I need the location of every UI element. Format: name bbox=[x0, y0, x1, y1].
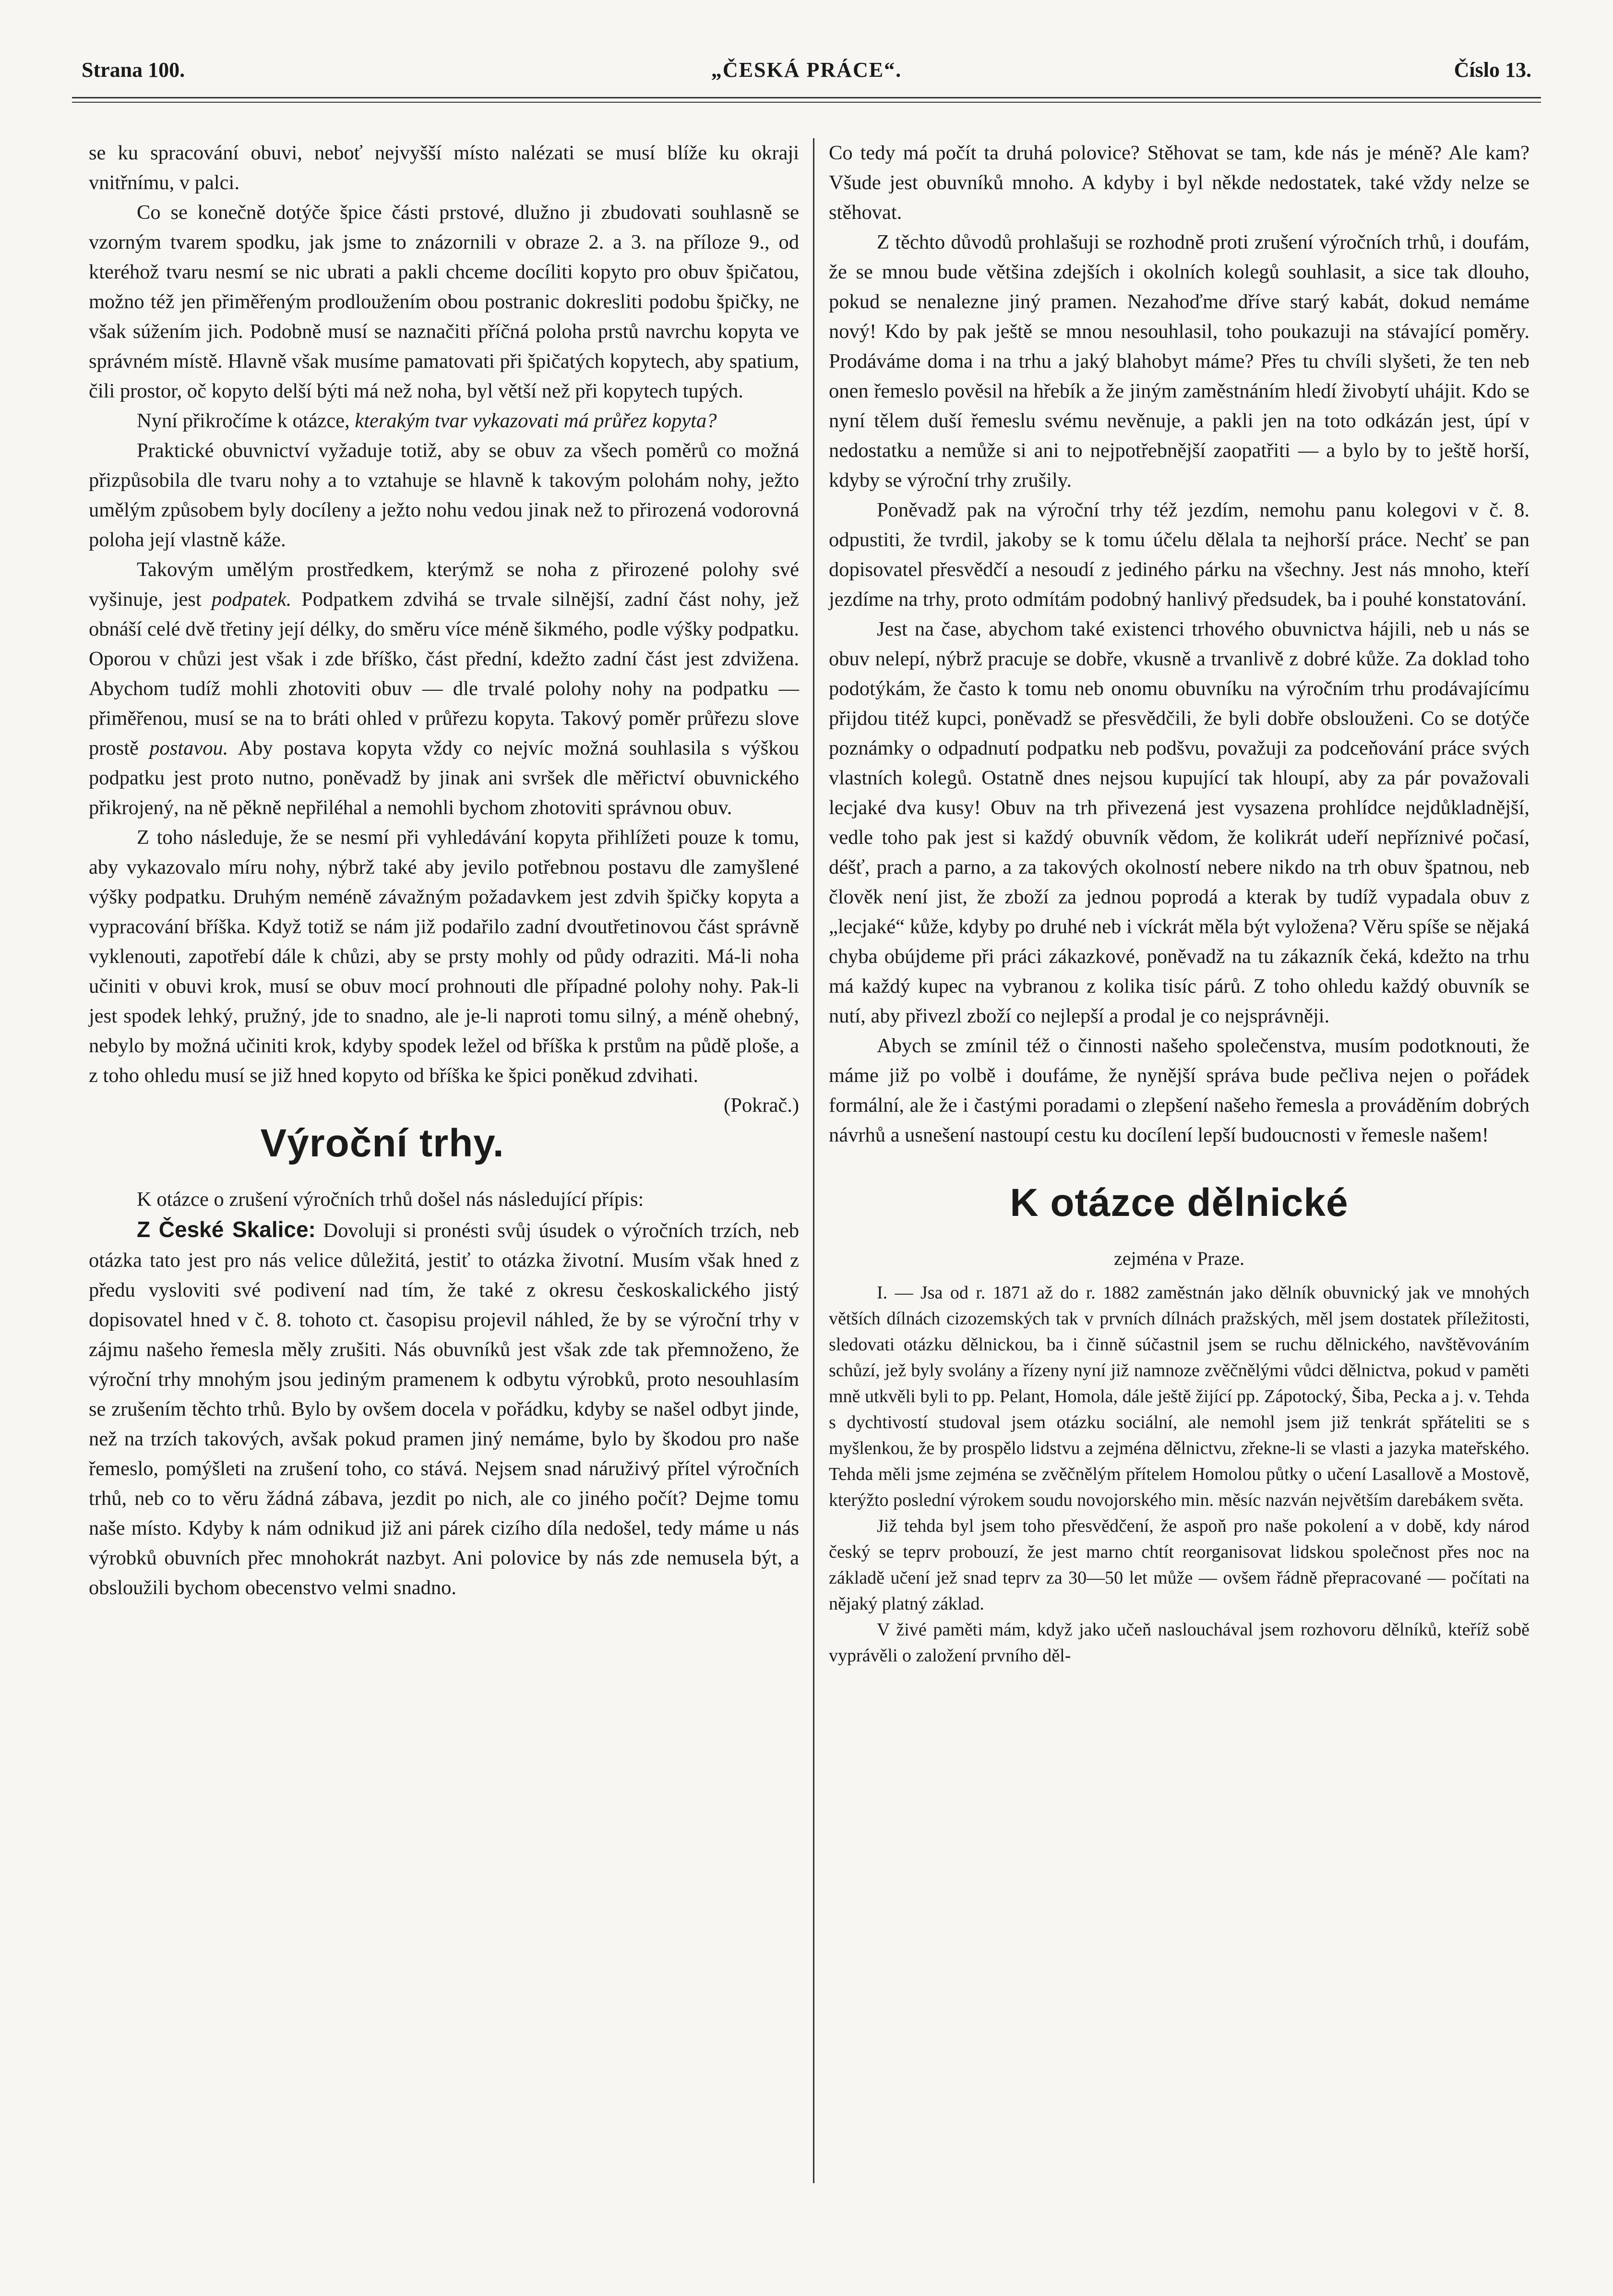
article-subhead: zejména v Praze. bbox=[1113, 1248, 1245, 1269]
text-run: Podpatkem zdvihá se trvale silnější, zadní část nohy, jež obnáší celé dvě třetiny její délky, do směru více méně šikmého, podle výšky podpatku. Oporou v chůzi jest však i zde bříško, část přední, kdežto zadní část jest zdvižena. Abychom tudíž mohli zhotoviti obuv — dle trvalé polohy nohy na podpatku — přiměřenou, musí se na to bráti ohled v průřezu kopyta. Takový poměr průřezu slove prostě bbox=[89, 588, 799, 759]
paragraph: Abych se zmínil též o činnosti našeho společenstva, musím podotknouti, že máme již po volbě i doufáme, že nynější správa bude pečliva nejen o pořádek formální, ale že i častými poradami o zlepšení našeho řemesla a prováděním dobrých návrhů a usnešení nastoupí cestu ku docílení lepší budoucnosti v řemesle našem! bbox=[829, 1034, 1529, 1146]
left-column bbox=[89, 138, 799, 1603]
italic-term: postavou. bbox=[149, 737, 228, 759]
letter-sender: Z České Skalice: bbox=[137, 1217, 316, 1242]
paragraph: I. — Jsa od r. 1871 až do r. 1882 zaměstnán jako dělník obuvnický jak ve mnohých větších dílnách cizozemských tak v prvních dílnách pražských, měl jsem dostatek příležitosti, sledovati otázku dělnickou, ba i činně súčastnil jsem se ruchu dělnického, navštěvováním schůzí, jež byly svolány a řízeny nyní již namnoze zvěčnělými vůdci dělnictva, pokud v paměti mně utkvěli byli to pp. Pelant, Homola, dále ještě žijící pp. Zápotocký, Šiba, Pecka a j. v. Tehda s dychtivostí studoval jsem otázku sociální, ale nemohl jsem již tenkrát spřáteliti se s myšlenkou, že by prospělo lidstvu a zejména dělnictvu, zřekne-li se vlasti a jazyka mateřského. Tehda měli jsme zejména se zvěčnělým přítelem Homolou půtky o učení Lasallově a Mostově, kterýžto poslední výrokem soudu novojorského min. měsíc nazván největším darebákem světa. bbox=[829, 1283, 1529, 1510]
column-divider bbox=[813, 138, 814, 2183]
header-rule bbox=[72, 97, 1541, 98]
paragraph: K otázce o zrušení výročních trhů došel nás následující přípis: bbox=[137, 1188, 644, 1211]
paragraph: se ku spracování obuvi, neboť nejvyšší místo nalézati se musí blíže ku okraji vnitřnímu, v palci. bbox=[89, 142, 799, 194]
paragraph bbox=[89, 1214, 799, 1603]
paragraph: Již tehda byl jsem toho přesvědčení, že aspoň pro naše pokolení a v době, kdy národ český se teprv probouzí, že jest marno chtít reorganisovat lidskou společnost přes noc na základě učení jež snad teprv za 30—50 let může — ovšem řádně přepracované — počítati na nějaký platný základ. bbox=[829, 1516, 1529, 1614]
paragraph bbox=[89, 823, 799, 1117]
right-column bbox=[829, 138, 1529, 1669]
paragraph: Z těchto důvodů prohlašuji se rozhodně proti zrušení výročních trhů, i doufám, že se mnou bude většina zdejších i okolních kolegů souhlasit, a sice tak dlouho, pokud se nenalezne jiný pramen. Nezahoďme dříve starý kabát, dokud nemáme nový! Kdo by pak ještě se mnou nesouhlasil, toho poukazuji na stávající poměry. Prodáváme doma i na trhu a jaký blahobyt máme? Přes tu chvíli slyšeti, že ten neb onen řemeslo pověsil na hřebík a že jiným zaměstnáním hledí živobytí uhájit. Kdo se nyní tělem duší řemeslu svému nevěnuje, a pakli jen na toto odkázán jest, úpí v nedostatku a nemůže si ani to nejpotřebnější zaopatřiti — a bylo by to ještě horší, kdyby se výroční trhy zrušily. bbox=[829, 231, 1529, 492]
article-headline: K otázce dělnické bbox=[1010, 1181, 1349, 1225]
text-run: Nyní přikročíme k otázce, bbox=[137, 409, 350, 432]
header-rule-thin bbox=[72, 102, 1541, 103]
page-number: Strana 100. bbox=[82, 58, 185, 82]
italic-term: podpatek. bbox=[211, 588, 292, 611]
paragraph: V živé paměti mám, když jako učeň naslouchával jsem rozhovoru dělníků, kteříž sobě vyprávěli o založení prvního děl- bbox=[829, 1620, 1529, 1666]
paragraph: Praktické obuvnictví vyžaduje totiž, aby se obuv za všech poměrů co možná přizpůsobila dle tvaru nohy a to vztahuje se hlavně k takovým polohám nohy, ježto umělým způsobem byly docíleny a ježto nohu vedou jinak než to přirozená vodorovná poloha její vlastně káže. bbox=[89, 439, 799, 551]
text-run: Takovým umělým prostředkem, kterýmž se noha z přirozené polohy své vyšinuje, jest bbox=[89, 558, 799, 611]
paragraph bbox=[89, 555, 799, 823]
paragraph bbox=[89, 406, 799, 436]
text-run: Aby postava kopyta vždy co nejvíc možná souhlasila s výškou podpatku jest proto nutno, poněvadž by jinak ani svršek dle měřictví obuvnického přikrojený, na ně pěkně nepřiléhal a nemohli bychom zhotoviti správnou obuv. bbox=[89, 737, 800, 819]
page-header bbox=[82, 53, 1531, 91]
paragraph: Poněvadž pak na výroční trhy též jezdím, nemohu panu kolegovi v č. 8. odpustiti, že tvrdil, jakoby se k tomu účelu dělala ta nejhorší práce. Nechť se pan dopisovatel přesvědčí a nesoudí z jediného párku na všechny. Jest nás mnoho, kteří jezdíme na trhy, proto odmítám podobný hanlivý předsudek, ba i pouhé konstatování. bbox=[829, 499, 1529, 611]
journal-title: „ČESKÁ PRÁCE“. bbox=[711, 58, 902, 82]
italic-question: kterakým tvar vykazovati má průřez kopyta? bbox=[355, 409, 717, 432]
paragraph: Co tedy má počít ta druhá polovice? Stěhovat se tam, kde nás je méně? Ale kam? Všude jest obuvníků mnoho. A kdyby i byl někde nedostatek, také vždy nelze se stěhovat. bbox=[829, 142, 1529, 224]
issue-number: Číslo 13. bbox=[1454, 58, 1531, 82]
text-run: Dovoluji si pronésti svůj úsudek o výročních trzích, neb otázka tato jest pro nás velice důležitá, jestiť to otázka životní. Musím však hned z předu vysloviti své podivení nad tím, že také z okresu českoskalického jistý dopisovatel hned v č. 8. tohoto ct. časopisu projevil náhled, že by se výroční trhy v zájmu našeho řemesla měly zrušiti. Nás obuvníků jest však zde tak přemnoženo, že výroční trhy mnohým jsou jediným pramenem k odbytu výrobků, proto nesouhlasím se zrušením těchto trhů. Bylo by ovšem docela v pořádku, kdyby se našel odbyt jinde, než na trzích takových, avšak pokud pramen jiný nemáme, bylo by škodou pro naše řemeslo, pomýšleti na zrušení toho, co stává. Nejsem snad náruživý přítel výročních trhů, neb co to věru žádná zábava, jezdit po nich, ale co jiného počít? Dejme tomu naše místo. Kdyby k nám odnikud již ani párek cizího díla nedošel, tedy máme u nás výrobků obuvních přec mnohokrát nazbyt. Ani polovice by nás zde nemusela být, a obsloužili bychom obecenstvo velmi snadno. bbox=[89, 1219, 800, 1599]
paragraph: Co se konečně dotýče špice části prstové, dlužno ji zbudovati souhlasně se vzorným tvarem spodku, jak jsme to znázornili v obraze 2. a 3. na příloze 9., od kteréhož tvaru nesmí se nic ubrati a pakli chceme docíliti kopyto pro obuv špičatou, možno též jen přiměřeným prodloužením obou postranic dokresliti podobu špičky, ne však súžením jich. Podobně musí se naznačiti příčná poloha prstů navrchu kopyta ve správném místě. Hlavně však musíme pamatovati při špičatých kopytech, aby spatium, čili prostor, oč kopyto delší býti má než noha, byl větší než při kopytech tupých. bbox=[89, 201, 799, 402]
article-headline: Výroční trhy. bbox=[260, 1121, 504, 1165]
text-run: Z toho následuje, že se nesmí při vyhledávání kopyta přihlížeti pouze k tomu, aby vykazovalo míru nohy, nýbrž také aby jevilo potřebnou postavu dle zamyšlené výšky podpatku. Druhým neméně závažným požadavkem jest zdvih špičky kopyta a vypracování bříška. Když totiž se nám již podařilo zadní dvoutřetinovou část správně vyklenouti, zapotřebí dále k chůzi, aby se prsty mohly od půdy odraziti. Má-li noha učiniti v obuvi krok, musí se obuv mocí prohnouti dle případné polohy nohy. Pak-li jest spodek lehký, pružný, jde to snadno, ale je-li naproti tomu silný, a méně ohebný, nebylo by možná učiniti krok, kdyby spodek ležel od bříška k prstům na půdě ploše, a z toho ohledu musí se již hned kopyto od bříška ke špici poněkud zdvihati. bbox=[89, 826, 799, 1087]
continuation-note: (Pokrač.) bbox=[724, 1094, 799, 1117]
paragraph: Jest na čase, abychom také existenci trhového obuvnictva hájili, neb u nás se obuv nelepí, nýbrž pracuje se dobře, vkusně a trvanlivě z dobré kůže. Za doklad toho podotýkám, že často k tomu neb onomu obuvníku na výročním trhu prodávajícímu přijdou titéž kupci, poněvadž se přesvědčili, že byli dobře obslouženi. Co se dotýče poznámky o odpadnutí podpatku neb podšvu, považuji za podceňování práce svých vlastních kolegů. Ostatně dnes nejsou kupující tak hloupí, aby za pár považovali lecjaké dva kusy! Obuv na trh přivezená jest vysazena prohlídce nejdůkladnější, vedle toho pak jest si každý obuvník vědom, že kolikrát udeří nepříznivé počasí, déšť, prach a parno, a za takových okolností nebere nikdo na trh obuv špatnou, neb člověk není jist, že zboží za jednou poprodá a kterak by tudíž vypadala obuv z „lecjaké“ kůže, kdyby po druhé neb i víckrát měla být vyložena? Věru spíše se nějaká chyba obújdeme při práci zákazkové, poněvadž na tu zákazník čeká, kdežto na trhu má každý kupec na vybranou z kolika tisíc párů. Z toho ohledu každý obuvník se nutí, aby přivezl zboží co nejlepší a prodal je co nejsprávněji. bbox=[829, 618, 1529, 1027]
